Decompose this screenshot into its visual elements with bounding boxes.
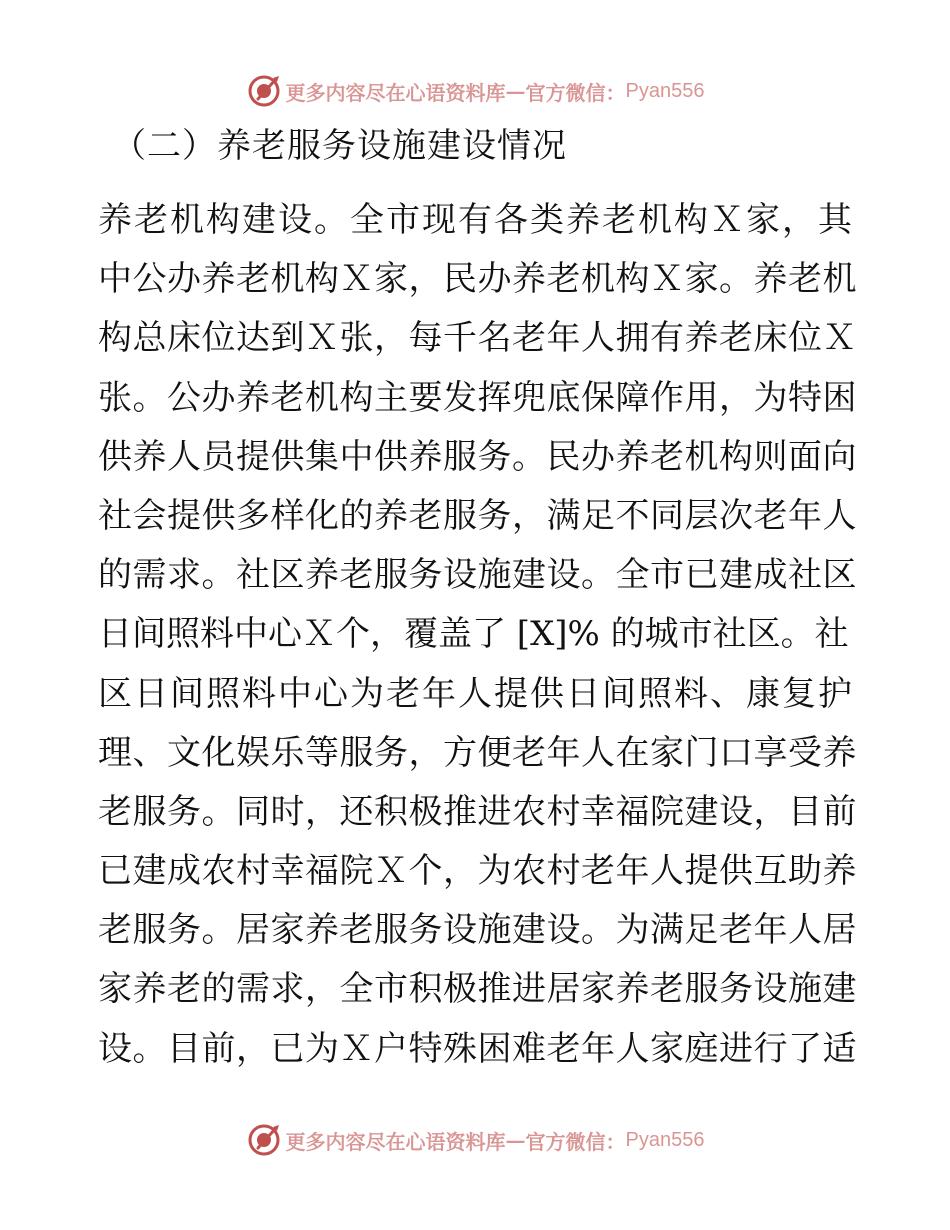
text-line: 供养人员提供集中供养服务。民办养老机构则面向 — [98, 436, 857, 477]
text-line: 家养老的需求，全市积极推进居家养老服务设施建 — [98, 969, 857, 1010]
logo-icon — [246, 1122, 282, 1158]
text-line: 老服务。居家养老服务设施建设。为满足老年人居 — [98, 910, 857, 951]
body-text — [98, 191, 858, 1079]
watermark-label: 官方微信： — [525, 1129, 626, 1154]
text-line: 中公办养老机构Ｘ家，民办养老机构Ｘ家。养老机 — [98, 259, 857, 300]
watermark-bottom — [0, 1120, 950, 1160]
text-line: 社会提供多样化的养老服务，满足不同层次老年人 — [98, 495, 857, 536]
text-line: 已建成农村幸福院Ｘ个，为农村老年人提供互助养 — [98, 851, 857, 892]
text-line: 设。目前，已为Ｘ户特殊困难老年人家庭进行了适 — [98, 1028, 857, 1069]
text-line: 养老机构建设。全市现有各类养老机构Ｘ家，其 — [98, 200, 854, 240]
watermark-text: 更多内容尽在心语资料库 — [285, 1129, 506, 1154]
watermark-account: Pyan556 — [625, 79, 705, 102]
text-line: 区日间照料中心为老年人提供日间照料、康复护 — [98, 673, 854, 714]
text-line: 理、文化娱乐等服务，方便老年人在家门口享受养 — [98, 732, 857, 773]
text-line: 张。公办养老机构主要发挥兜底保障作用，为特困 — [98, 377, 857, 418]
watermark-label: 官方微信： — [525, 80, 626, 105]
watermark-top — [0, 71, 950, 111]
text-line: 的需求。社区养老服务设施建设。全市已建成社区 — [98, 555, 857, 596]
text-line: 日间照料中心Ｘ个，覆盖了 [X]% 的城市社区。社 — [98, 614, 849, 655]
watermark-account: Pyan556 — [625, 1128, 705, 1151]
section-heading: （二）养老服务设施建设情况 — [112, 126, 567, 166]
text-line: 老服务。同时，还积极推进农村幸福院建设，目前 — [98, 791, 857, 832]
watermark-separator: — — [505, 79, 526, 103]
text-line: 构总床位达到Ｘ张，每千名老年人拥有养老床位Ｘ — [98, 318, 857, 359]
watermark-text: 更多内容尽在心语资料库 — [285, 80, 506, 105]
logo-icon — [246, 73, 282, 109]
watermark-separator: — — [505, 1128, 526, 1152]
